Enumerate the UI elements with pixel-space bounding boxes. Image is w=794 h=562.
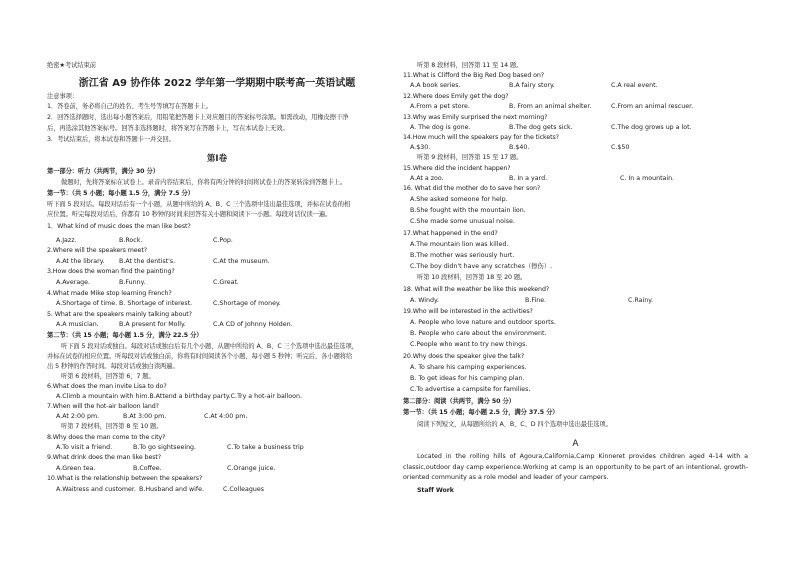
option-c: C.Orange juice. (227, 465, 276, 472)
option-a: A. Windy. (410, 297, 439, 304)
option-b: B.Funny. (119, 279, 146, 286)
material-7: 听第 7 段材料，回答第 8 至 10 题。 (61, 423, 163, 430)
option-a: A.From a pet store. (410, 103, 470, 110)
option-b: B.She fought with the mountain lion. (410, 207, 526, 214)
option-b: B.Husband and wife. (139, 486, 205, 493)
part1-sec1-instr: 应位置。听完每段对话后，你都有 10 秒钟的时间来回答有关小题和阅读下一小题。每段对话仅读一遍。 (47, 211, 332, 218)
question-14: 14.How much will the speakers pay for the tickets? (403, 134, 559, 141)
option-a: A. The dog is gone. (410, 124, 471, 131)
option-c: C.She made some unusual noise. (410, 218, 515, 225)
question-1: 1．What kind of music does the man like best? (47, 223, 191, 230)
option-b: B.To go sightseeing. (133, 444, 197, 451)
question-9: 9.What drink does the man like best? (47, 454, 162, 461)
option-b: B.At 3:00 pm. (123, 413, 167, 420)
option-a: A.At the library. (56, 258, 105, 265)
option-b: B.Rock. (119, 237, 143, 244)
option-a: A.The mountain lion was killed. (410, 241, 509, 248)
question-11: 11.What is Clifford the Big Red Dog based on? (403, 72, 545, 79)
part2-sec1-heading: 第一节：（共 15 小题；每小题 2.5 分，满分 37.5 分） (403, 409, 559, 416)
part1-sec2-instr: 听下面 5 段对话或独白。每段对话或独白后有几个小题，从题中所给的 A、B、C 三个选项中选出最佳选项， (61, 343, 358, 350)
option-a: A.$30. (410, 144, 431, 151)
option-a: A.Green tea. (56, 465, 96, 472)
option-a: A.Waitress and customer. (56, 486, 136, 493)
passage-a: Located in the rolling hills of Agoura,California,Camp Kinneret provides children aged 4-14 with a classic,outdoor day camp experience.Working at camp is an opportunity to be part of an intentional, growth-oriented community as a role model and leader of your campers. (403, 453, 748, 481)
question-4: 4.What made Mike stop learning French? (47, 290, 172, 297)
option-a: A. People who love nature and outdoor sports. (410, 319, 556, 326)
option-b: B.A fairy story. (509, 82, 555, 89)
option-c: C.Great. (213, 279, 239, 286)
volume-heading: 第Ⅰ卷 (206, 154, 228, 164)
question-15: 15.Where did the incident happen? (403, 165, 511, 172)
option-b: B.A present for Molly. (119, 321, 186, 328)
question-10: 10.What is the relationship between the speakers? (47, 475, 203, 482)
option-c: C.People who want to try new things. (410, 341, 528, 348)
option-b: B. People who care about the environment. (410, 330, 547, 337)
option-b: B.Coffee. (133, 465, 162, 472)
option-c: C.Rainy. (628, 297, 654, 304)
option-c: C.Pop. (213, 237, 233, 244)
option-b: B.The dog gets sick. (509, 124, 573, 131)
exam-title: 浙江省 A9 协作体 2022 学年第一学期期中联考高一英语试题 (78, 78, 356, 89)
part1-sec2-instr: 出 5 秒钟的作答时间。每段对话或独白读两遍。 (47, 363, 179, 370)
question-5: 5. What are the speakers mainly talking about? (47, 311, 192, 318)
option-b: B. From an animal shelter. (509, 103, 592, 110)
question-6: 6.What does the man invite Lisa to do? (47, 383, 167, 390)
note-line: 1．答卷前，务必将自己的姓名、考生号等填写在答题卡上。 (47, 103, 213, 110)
part2-instr: 阅读下列短文，从每题所给的 A、B、C、D 四个选项中选出最佳选项。 (417, 421, 612, 428)
material-9: 听第 9 段材料，回答第 15 至 17 题。 (417, 154, 523, 161)
question-19: 19.Who will be interested in the activities? (403, 308, 533, 315)
notes-heading: 注意事项： (47, 93, 78, 100)
option-a: A.A musician. (56, 321, 99, 328)
option-a: A.A book series. (410, 82, 461, 89)
part1-intro: 做题时，先将答案标在试卷上。录音内容结束后，你将有两分钟的时间将试卷上的答案转涂到答题卡上。 (61, 179, 347, 186)
option-c: C.To advertise a campsite for families. (410, 386, 531, 393)
option-c: C.To take a business trip (227, 444, 304, 451)
part2-heading: 第二部分：阅读（共两节，满分 50 分） (403, 398, 515, 405)
part1-sec1-instr: 听下面 5 段对话。每段对话后有一个小题，从题中所给的 A、B、C 三个选项中选出最佳选项，并标在试卷的相 (47, 201, 351, 208)
option-b: B. In a yard. (509, 175, 548, 182)
option-c: C.Colleagues (223, 486, 265, 493)
note-line: 后，再选涂其他答案标号。回答非选择题时，将答案写在答题卡上，写在本试卷上无效。 (47, 125, 289, 132)
option-c: C.At the museum. (213, 258, 270, 265)
option-b: B.The mother was seriously hurt. (410, 252, 515, 259)
question-8: 8.Why does the man come to the city? (47, 434, 166, 441)
part1-sec2-heading: 第二节：（共 15 小题；每小题 1.5 分，满分 22.5 分） (47, 332, 203, 339)
part1-heading: 第一部分：听力（共两节，满分 30 分） (47, 168, 159, 175)
option-c: C.Shortage of money. (213, 300, 281, 307)
material-8: 听第 8 段材料，回答第 11 至 14 题。 (417, 62, 523, 69)
note-line: 3．考试结束后，将本试卷和答题卡一并交回。 (47, 136, 175, 143)
option-c: C.At 4:00 pm. (204, 413, 248, 420)
option-c: C.A real event. (611, 82, 658, 89)
option-b: B. To get ideas for his camping plan. (410, 375, 525, 382)
option-b: B.At the dentist's. (119, 258, 176, 265)
option-b: B.Fine. (525, 297, 547, 304)
option-a: A.At a zoo. (410, 175, 444, 182)
option-b: B.$40. (509, 144, 530, 151)
option-c: C. In a mountain. (620, 175, 675, 182)
question-16: 16. What did the mother do to save her son? (403, 185, 541, 192)
question-18: 18. What will the weather be like this weekend? (403, 286, 550, 293)
passage-letter: A (572, 439, 579, 449)
option-c: C.A CD of Johnny Holden. (213, 321, 293, 328)
option-a: A.Average. (56, 279, 91, 286)
option-a: A.To visit a friend. (56, 444, 113, 451)
question-7: 7.When will the hot-air balloon land? (47, 403, 159, 410)
part1-sec1-heading: 第一节：（共 5 小题；每小题 1.5 分，满分 7.5 分） (47, 190, 194, 197)
option-a: A. To share his camping experiences. (410, 364, 527, 371)
question-13: 13.Why was Emily surprised the next morning? (403, 114, 548, 121)
option-row: A.Climb a mountain with him.B.Attend a birthday party.C.Try a hot-air balloon. (56, 393, 302, 400)
part1-sec2-instr: 并标在试卷的相应位置。听每段对话或独白前，你将有时间阅读各个小题，每小题 5 秒钟；听完后，各小题将给 (47, 353, 353, 360)
question-3: 3.How does the woman find the painting? (47, 268, 175, 275)
option-b: B. Shortage of interest. (119, 300, 193, 307)
option-a: A.Shortage of time. (56, 300, 118, 307)
question-12: 12.Where does Emily get the dog? (403, 93, 509, 100)
option-c: C.$50 (611, 144, 630, 151)
note-line: 2．回答选择题时，选出每小题答案后，用铅笔把答题卡上对应题目的答案标号涂黑。如需改动，用橡皮擦干净 (47, 114, 349, 121)
material-6: 听第 6 段材料，回答第 6、7 题。 (61, 373, 155, 380)
option-a: A.At 2:00 pm. (56, 413, 100, 420)
option-c: C.The boy didn't have any scratches（擦伤）. (410, 263, 553, 270)
option-a: A.She asked someone for help. (410, 196, 508, 203)
question-17: 17.What happened in the end? (403, 230, 498, 237)
question-20: 20.Why does the speaker give the talk? (403, 353, 525, 360)
question-2: 2.Where will the speakers meet? (47, 247, 147, 254)
option-c: C.The dog grows up a lot. (611, 124, 692, 131)
material-10: 听第 10 段材料，回答第 18 至 20 题。 (417, 274, 527, 281)
secret-label: 绝密★考试结束前 (47, 62, 96, 69)
option-c: C.From an animal rescuer. (611, 103, 694, 110)
option-a: A.Jazz. (56, 237, 77, 244)
staff-work-heading: Staff Work (417, 487, 454, 494)
